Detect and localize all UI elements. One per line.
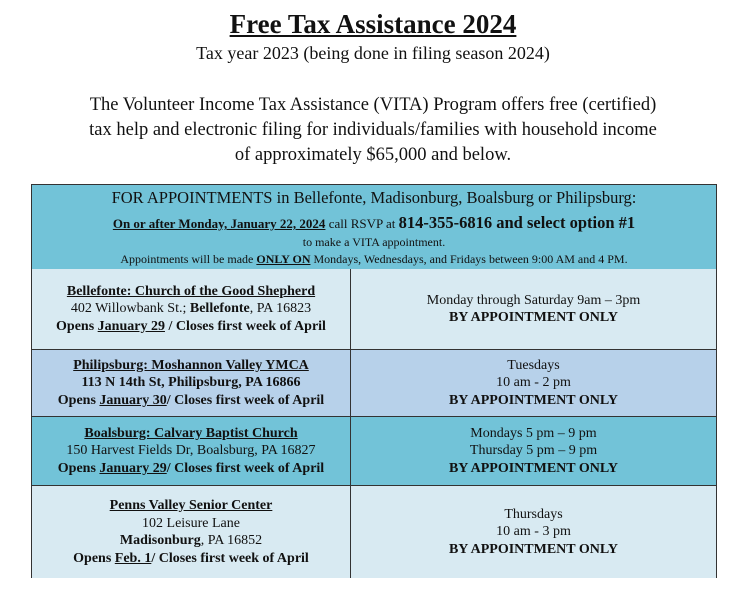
closes-text: / Closes first week of April xyxy=(166,460,325,476)
closes-text: / Closes first week of April xyxy=(151,550,309,566)
location-schedule xyxy=(351,486,716,578)
phone-number[interactable]: 814-355-6816 xyxy=(398,213,493,232)
intro-paragraph xyxy=(20,93,726,168)
address-town: Boalsburg xyxy=(196,443,255,459)
schedule-line: 10 am - 2 pm xyxy=(496,375,571,391)
location-dates xyxy=(58,460,324,478)
location-address xyxy=(81,374,300,392)
schedule-line: Tuesdays xyxy=(507,357,560,373)
opens-date: Feb. 1 xyxy=(114,550,152,566)
address-town: Bellefonte xyxy=(189,301,250,317)
appointment-only-note: BY APPOINTMENT ONLY xyxy=(448,541,619,557)
location-dates xyxy=(56,318,326,336)
location-dates xyxy=(73,550,309,568)
schedule-line: Mondays 5 pm – 9 pm xyxy=(470,425,597,441)
locations-table xyxy=(31,184,717,578)
schedule-line: Thursdays xyxy=(504,506,563,522)
location-details xyxy=(32,269,351,349)
location-name: Boalsburg: Calvary Baptist Church xyxy=(84,425,298,441)
schedule-line: 10 am - 3 pm xyxy=(496,524,571,540)
appointment-days-post: Mondays, Wednesdays, and Fridays between 9:00 AM and 4 PM. xyxy=(310,252,628,266)
opens-label: Opens xyxy=(56,318,98,334)
appointment-start-date: On or after Monday, January 22, 2024 xyxy=(112,216,326,231)
appointment-days-emphasis: ONLY ON xyxy=(256,252,311,266)
option-text: and select option #1 xyxy=(492,213,636,232)
page-subtitle: Tax year 2023 (being done in filing season 2024) xyxy=(196,43,550,63)
address-street: 113 N 14th St, xyxy=(81,375,169,391)
location-details xyxy=(32,486,351,578)
address-town: Philipsburg xyxy=(168,375,239,391)
appointment-only-note: BY APPOINTMENT ONLY xyxy=(448,392,619,408)
address-street: 102 Leisure Lane xyxy=(142,515,240,531)
schedule-line: Monday through Saturday 9am – 3pm xyxy=(426,292,641,308)
appointment-call-line xyxy=(32,214,716,233)
call-rsvp-text: call RSVP at xyxy=(325,216,399,231)
closes-text: / Closes first week of April xyxy=(166,392,325,408)
location-name: Philipsburg: Moshannon Valley YMCA xyxy=(73,357,309,373)
intro-line: The Volunteer Income Tax Assistance (VITA) Program offers free (certified) xyxy=(89,95,657,115)
opens-date: January 29 xyxy=(97,318,165,334)
address-state-zip: , PA 16852 xyxy=(200,533,263,548)
location-schedule xyxy=(351,269,716,349)
schedule-line: Thursday 5 pm – 9 pm xyxy=(469,443,598,459)
appointment-info-banner xyxy=(32,185,716,270)
intro-line: tax help and electronic filing for individuals/families with household income xyxy=(89,120,657,140)
opens-date: January 29 xyxy=(99,460,167,476)
location-details xyxy=(32,350,351,416)
intro-line: of approximately $65,000 and below. xyxy=(234,145,512,165)
location-row-madisonburg xyxy=(32,486,716,578)
location-name: Bellefonte: Church of the Good Shepherd xyxy=(66,283,316,299)
address-town: Madisonburg xyxy=(119,533,201,548)
opens-label: Opens xyxy=(57,460,100,476)
location-details xyxy=(32,417,351,485)
closes-text: / Closes first week of April xyxy=(164,318,326,334)
location-row-philipsburg xyxy=(32,350,716,417)
appointment-heading: FOR APPOINTMENTS in Bellefonte, Madisonburg, Boalsburg or Philipsburg: xyxy=(111,188,637,207)
location-schedule xyxy=(351,417,716,485)
location-address xyxy=(71,300,311,318)
address-street: 402 Willowbank St.; xyxy=(70,301,190,317)
appointment-days xyxy=(32,251,716,267)
opens-label: Opens xyxy=(57,392,100,408)
opens-label: Opens xyxy=(73,550,115,566)
appointment-purpose: to make a VITA appointment. xyxy=(302,235,446,249)
location-row-boalsburg xyxy=(32,417,716,486)
appointment-only-note: BY APPOINTMENT ONLY xyxy=(448,460,619,476)
opens-date: January 30 xyxy=(99,392,167,408)
address-state-zip: , PA 16823 xyxy=(249,301,312,317)
page-title: Free Tax Assistance 2024 xyxy=(229,9,517,39)
location-address xyxy=(120,532,262,550)
location-address xyxy=(66,442,315,460)
location-row-bellefonte xyxy=(32,269,716,350)
address-state-zip: , PA 16866 xyxy=(238,375,301,391)
address-street: 150 Harvest Fields Dr, xyxy=(66,443,197,459)
location-name: Penns Valley Senior Center xyxy=(109,498,273,513)
location-schedule xyxy=(351,350,716,416)
appointment-days-pre: Appointments will be made xyxy=(120,252,257,266)
address-state-zip: , PA 16827 xyxy=(254,443,316,459)
location-dates xyxy=(58,392,324,410)
appointment-only-note: BY APPOINTMENT ONLY xyxy=(448,310,619,325)
